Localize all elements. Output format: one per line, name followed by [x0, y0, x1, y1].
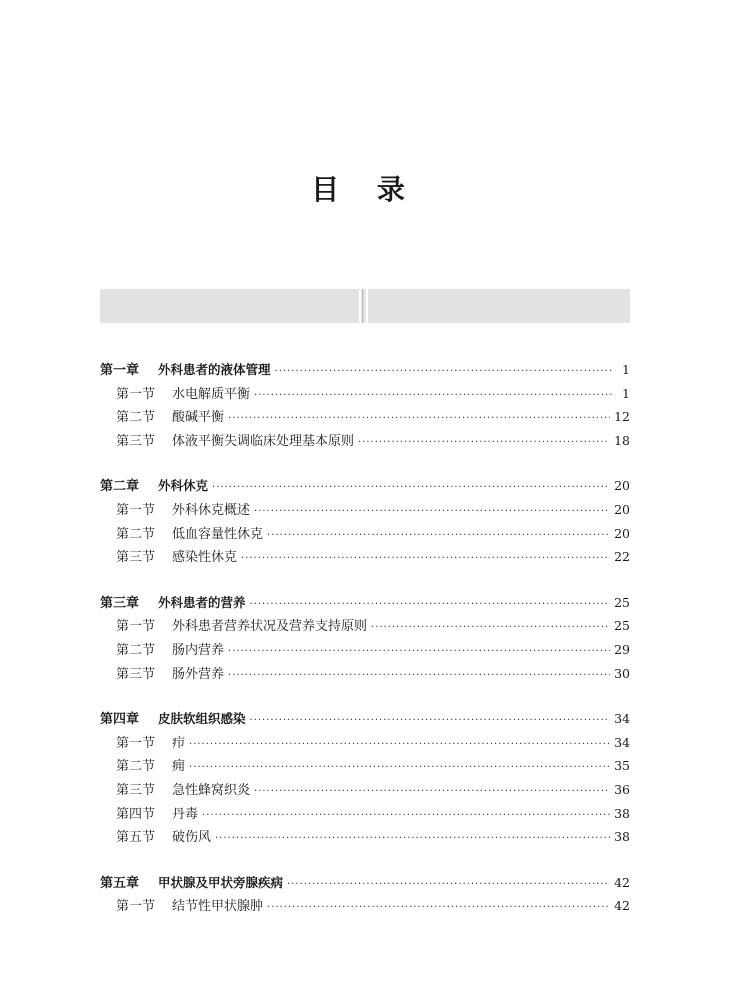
toc-chapter-entry[interactable]: [100, 474, 630, 498]
toc-chapter-entry-page-number: 20: [614, 478, 630, 494]
toc-section-entry[interactable]: [100, 754, 630, 778]
toc-chapter-entry-label: 第三章: [100, 595, 140, 611]
dot-leader: [250, 709, 611, 733]
toc-section-entry-label: 第五节: [116, 830, 156, 846]
toc-section-entry-page-number: 1: [622, 385, 630, 401]
page-title: 目 录: [311, 173, 419, 206]
toc-section-entry-label: 第三节: [116, 782, 156, 798]
dot-leader: [189, 733, 610, 757]
dot-leader: [358, 431, 610, 455]
toc-chapter-entry[interactable]: [100, 871, 630, 895]
toc-chapter-entry[interactable]: [100, 358, 630, 382]
toc-section-entry-title: 急性蜂窝织炎: [172, 782, 251, 798]
toc-section-entry-title: 结节性甲状腺肿: [172, 899, 264, 915]
toc-chapter-entry[interactable]: [100, 591, 630, 615]
toc-section-entry-page-number: 35: [614, 758, 630, 774]
toc-chapter-entry-title: 甲状腺及甲状旁腺疾病: [158, 874, 284, 890]
toc-chapter-block: [100, 707, 630, 849]
toc-section-entry-title: 低血容量性休克: [172, 526, 264, 542]
toc-section-entry[interactable]: [100, 778, 630, 802]
toc-section-entry[interactable]: [100, 429, 630, 453]
toc-section-entry-page-number: 18: [614, 432, 630, 448]
toc-chapter-entry-label: 第四章: [100, 712, 140, 728]
toc-chapter-block: [100, 358, 630, 452]
toc-section-entry-title: 体液平衡失调临床处理基本原则: [172, 433, 355, 449]
toc-section-entry-label: 第二节: [116, 526, 156, 542]
header-band: [100, 289, 630, 323]
dot-leader: [267, 524, 610, 548]
toc-section-entry-label: 第一节: [116, 735, 156, 751]
toc-section-entry-label: 第三节: [116, 433, 156, 449]
toc-section-entry[interactable]: [100, 614, 630, 638]
toc-chapter-block: [100, 474, 630, 568]
toc-chapter-entry-title: 皮肤软组织感染: [158, 711, 246, 727]
toc-chapter-entry-label: 第一章: [100, 363, 140, 378]
toc-section-entry-title: 外科休克概述: [172, 502, 251, 518]
toc-section-entry[interactable]: [100, 405, 630, 429]
toc-section-entry[interactable]: [100, 522, 630, 546]
dot-leader: [228, 640, 610, 664]
toc-section-entry[interactable]: [100, 731, 630, 755]
toc-section-entry-page-number: 20: [614, 525, 630, 541]
toc-section-entry-title: 破伤风: [172, 830, 212, 846]
band-divider: [359, 289, 368, 323]
toc-section-entry-label: 第一节: [116, 386, 156, 402]
toc-section-entry-label: 第三节: [116, 666, 156, 682]
toc-section-entry-label: 第一节: [116, 619, 156, 635]
toc-chapter-entry-page-number: 25: [614, 594, 630, 610]
toc-section-entry-title: 水电解质平衡: [172, 386, 251, 402]
toc-chapter-entry-title: 外科患者的液体管理: [158, 362, 271, 377]
dot-leader: [254, 780, 610, 804]
toc-section-entry-title: 痈: [172, 759, 186, 775]
dot-leader: [287, 873, 610, 897]
dot-leader: [228, 407, 610, 431]
dot-leader: [267, 896, 610, 920]
toc-section-entry[interactable]: [100, 894, 630, 918]
toc-chapter-entry-title: 外科休克: [158, 478, 209, 494]
dot-leader: [202, 804, 610, 828]
toc-section-entry-title: 丹毒: [172, 806, 199, 822]
toc-section-entry-page-number: 20: [614, 501, 630, 517]
toc-section-entry-title: 酸碱平衡: [172, 410, 225, 426]
toc-section-entry-label: 第四节: [116, 806, 156, 822]
table-of-contents: [100, 358, 630, 940]
toc-section-entry-page-number: 38: [614, 805, 630, 821]
toc-section-entry-page-number: 34: [614, 734, 630, 750]
dot-leader: [215, 827, 610, 851]
toc-section-entry-title: 疖: [172, 735, 186, 751]
toc-section-entry-label: 第一节: [116, 899, 156, 915]
toc-section-entry-page-number: 36: [614, 781, 630, 797]
toc-section-entry-page-number: 30: [614, 665, 630, 681]
toc-chapter-entry[interactable]: [100, 707, 630, 731]
toc-section-entry-label: 第二节: [116, 410, 156, 426]
toc-section-entry[interactable]: [100, 802, 630, 826]
toc-section-entry-label: 第二节: [116, 759, 156, 775]
dot-leader: [275, 360, 612, 384]
toc-section-entry-label: 第一节: [116, 502, 156, 518]
toc-section-entry-title: 外科患者营养状况及营养支持原则: [172, 619, 368, 635]
dot-leader: [254, 384, 612, 408]
dot-leader: [241, 547, 610, 571]
toc-section-entry[interactable]: [100, 545, 630, 569]
toc-section-entry-title: 肠内营养: [172, 642, 225, 658]
dot-leader: [212, 476, 610, 500]
toc-section-entry-label: 第三节: [116, 550, 156, 566]
toc-section-entry[interactable]: [100, 662, 630, 686]
toc-section-entry-page-number: 25: [614, 618, 630, 634]
toc-section-entry[interactable]: [100, 638, 630, 662]
toc-section-entry[interactable]: [100, 825, 630, 849]
toc-section-entry-page-number: 42: [614, 898, 630, 914]
toc-section-entry-page-number: 22: [614, 549, 630, 565]
toc-section-entry[interactable]: [100, 498, 630, 522]
toc-chapter-block: [100, 591, 630, 685]
toc-section-entry-title: 感染性休克: [172, 550, 238, 566]
dot-leader: [254, 500, 610, 524]
toc-section-entry-page-number: 38: [614, 829, 630, 845]
toc-chapter-entry-page-number: 34: [614, 711, 630, 727]
toc-chapter-entry-label: 第五章: [100, 875, 140, 891]
toc-section-entry-page-number: 12: [614, 409, 630, 425]
toc-chapter-entry-label: 第二章: [100, 479, 140, 495]
toc-section-entry-label: 第二节: [116, 642, 156, 658]
dot-leader: [371, 616, 610, 640]
toc-chapter-entry-page-number: 42: [614, 874, 630, 890]
toc-chapter-block: [100, 871, 630, 918]
dot-leader: [250, 593, 611, 617]
dot-leader: [228, 664, 610, 688]
toc-chapter-entry-title: 外科患者的营养: [158, 594, 246, 610]
toc-section-entry-page-number: 29: [614, 641, 630, 657]
dot-leader: [189, 756, 610, 780]
toc-section-entry[interactable]: [100, 382, 630, 406]
toc-section-entry-title: 肠外营养: [172, 666, 225, 682]
toc-chapter-entry-page-number: 1: [622, 362, 630, 377]
